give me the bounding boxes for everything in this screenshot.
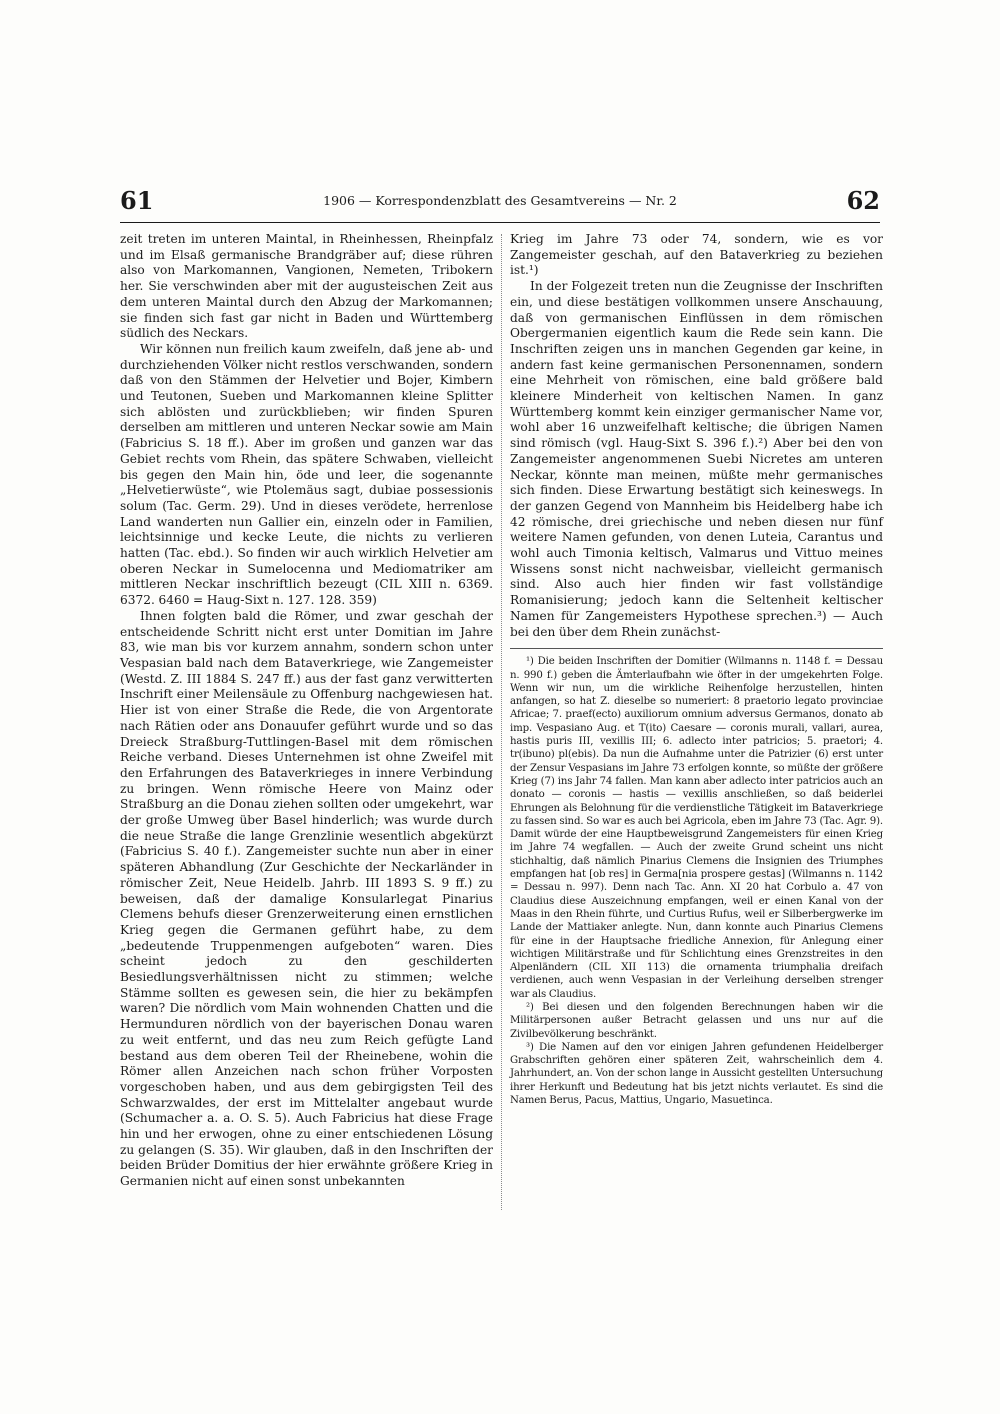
left-column [120, 232, 493, 1190]
paragraph: In der Folgezeit treten nun die Zeugnisse der Inschriften ein, und diese bestätigen vollkommen unsere Anschauung, daß von germanischen Einflüssen in dem römischen Obergermanien eigentlich kaum die Rede sein kann. Die Inschriften zeigen uns in manchen Gegenden gar keine, in andern fast keine germanischen Personennamen, sondern eine Mehrheit von römischen, eine bald größere bald kleinere Minderheit von keltischen Namen. In ganz Württemberg kommt kein einziger germanischer Name vor, wohl aber 16 unzweifelhaft keltische; die übrigen Namen sind römisch (vgl. Haug-Sixt S. 396 f.).²) Aber bei den von Zangemeister angenommenen Suebi Nicretes am unteren Neckar, könnte man meinen, müßte mehr germanisches sich finden. Diese Erwartung bestätigt sich keineswegs. In der ganzen Gegend von Mannheim bis Heidelberg habe ich 42 römische, drei griechische und neben diesen nur fünf weitere Namen gefunden, von denen Luteia, Carantus und wohl auch Timonia keltisch, Valmarus und Vittuo meines Wissens sonst nicht nachweisbar, vielleicht germanisch sind. Also auch hier finden wir fast vollständige Romanisierung; jedoch kann die Seltenheit keltischer Namen für Zangemeisters Hypothese sprechen.³) — Auch bei den über dem Rhein zunächst- [510, 279, 883, 639]
paragraph: Ihnen folgten bald die Römer, und zwar geschah der entscheidende Schritt nicht erst unter Domitian im Jahre 83, wie man bis vor kurzem annahm, sondern schon unter Vespasian bald nach dem Bataverkriege, wie Zangemeister (Westd. Z. III 1884 S. 247 ff.) aus der fast ganz verwitterten Inschrift einer Meilensäule zu Offenburg nachgewiesen hat. Hier ist von einer Straße die Rede, die von Argentorate nach Rätien oder ans Donauufer geführt wurde und so das Dreieck Straßburg-Tuttlingen-Basel mit dem römischen Reiche verband. Dieses Unternehmen ist ohne Zweifel mit den Erfahrungen des Bataverkrieges in innere Verbindung zu bringen. Wenn römische Heere von Mainz oder Straßburg an die Donau ziehen sollten oder umgekehrt, war der große Umweg über Basel hinderlich; was wurde durch die neue Straße die lange Grenzlinie wesentlich abgekürzt (Fabricius S. 40 f.). Zangemeister suchte nun aber in einer späteren Abhandlung (Zur Geschichte der Neckarländer in römischer Zeit, Neue Heidelb. Jahrb. III 1893 S. 9 ff.) zu beweisen, daß der damalige Konsularlegat Pinarius Clemens behufs dieser Grenzerweiterung einen ernstlichen Krieg gegen die Germanen geführt habe, zu dem „bedeutende Truppenmengen aufgeboten“ waren. Dies scheint jedoch zu den geschilderten Besiedlungsverhältnissen nicht zu stimmen; welche Stämme sollten es gewesen sein, die hier zu bekämpfen waren? Die nördlich vom Main wohnenden Chatten und die Hermunduren nördlich von der bayerischen Donau waren zu weit entfernt, und das neu zum Reich gefügte Land bestand aus dem oberen Teil der Rheinebene, wohin die Römer allen Anzeichen nach schon früher Vorposten vorgeschoben haben, und aus dem gebirgigsten Teil des Schwarzwaldes, der erst im Mittelalter angebaut wurde (Schumacher a. a. O. S. 5). Auch Fabricius hat diese Frage hin und her erwogen, ohne zu einer entschiedenen Lösung zu gelangen (S. 35). Wir glauben, daß in den Inschriften der beiden Brüder Domitius der hier erwähnte größere Krieg in Germanien nicht auf einen sonst unbekannten [120, 608, 493, 1189]
page-header [120, 186, 880, 220]
right-column [510, 232, 883, 1107]
footnote-1: ¹) Die beiden Inschriften der Domitier (Wilmanns n. 1148 f. = Dessau n. 990 f.) geben die Ämterlaufbahn wie öfter in der umgekehrten Folge. Wenn wir nun, um die wirkliche Reihenfolge herzustellen, hinten anfangen, so hat Z. dieselbe so numeriert: 8 praetorio legato provinciae Africae; 7. praef(ecto) auxiliorum omnium adversus Germanos, donato ab imp. Vespasiano Aug. et T(ito) Caesare — coronis murali, vallari, aurea, hastis puris III, vexillis III; 6. adlecto inter patricios; 5. praetori; 4. tr(ibuno) pl(ebis). Da nun die Aufnahme unter die Patrizier (6) erst unter der Zensur Vespasians im Jahre 73 erfolgen konnte, so müßte der größere Krieg (7) ins Jahr 74 fallen. Man kann aber adlecto inter patricios auch an donato — coronis — hastis — vexillis anschließen, so daß beiderlei Ehrungen als Belohnung für die verdienstliche Tätigkeit im Bataverkriege zu fassen sind. So war es auch bei Agricola, eben im Jahre 73 (Tac. Agr. 9). Damit würde der eine Hauptbeweisgrund Zangemeisters für einen Krieg im Jahre 74 wegfallen. — Auch der zweite Grund scheint uns nicht stichhaltig, daß nämlich Pinarius Clemens die Insignien des Triumphes empfangen hat [ob res] in Germa[nia prospere gestas] (Wilmanns n. 1142 = Dessau n. 997). Denn nach Tac. Ann. XI 20 hat Corbulo a. 47 von Claudius diese Auszeichnung empfangen, weil er einen Kanal von der Maas in den Rhein führte, und Curtius Rufus, weil er Silberbergwerke im Lande der Mattiaker anlegte. Nun, dann konnte auch Pinarius Clemens für eine in der Hauptsache friedliche Annexion, für Anlegung einer wichtigen Militärstraße und für Schlichtung eines Grenzstreites in den Alpenländern (CIL XII 113) die ornamenta triumphalia dreifach verdienen, auch wenn Vespasian in der Verleihung derselben strenger war als Claudius. [510, 656, 883, 1000]
footnote-3: ³) Die Namen auf den vor einigen Jahren gefundenen Heidelberger Grabschriften gehören einer späteren Zeit, wahrscheinlich dem 4. Jahrhundert, an. Von der schon lange in Aussicht gestellten Untersuchung ihrer Herkunft und Bedeutung hat bis jetzt nichts verlautet. Es sind die Namen Berus, Pacus, Mattius, Ungario, Masuetinca. [510, 1041, 883, 1107]
footnote-2: ²) Bei diesen und den folgenden Berechnungen haben wir die Militärpersonen außer Betracht gelassen und uns nur auf die Zivilbevölkerung beschränkt. [510, 1002, 883, 1040]
paragraph: Wir können nun freilich kaum zweifeln, daß jene ab- und durchziehenden Völker nicht restlos verschwanden, sondern daß von den Stämmen der Helvetier und Bojer, Kimbern und Teutonen, Sueben und Markomannen kleine Splitter sich ablösten und zurückblieben; wir finden Spuren derselben am mittleren und unteren Neckar sowie am Main (Fabricius S. 18 ff.). Aber im großen und ganzen war das Gebiet rechts vom Rhein, das spätere Schwaben, vielleicht bis gegen den Main hin, öde und leer, die sogenannte „Helvetierwüste“, wie Ptolemäus sagt, dubiae possessionis solum (Tac. Germ. 29). Und in dieses verödete, herrenlose Land wanderten nun Gallier ein, einzeln oder in Familien, leichtsinnige und kecke Leute, die nichts zu verlieren hatten (Tac. ebd.). So finden wir auch wirklich Helvetier am oberen Neckar in Sumelocenna und Mediomatriker am mittleren Neckar inschriftlich bezeugt (CIL XIII n. 6369. 6372. 6460 = Haug-Sixt n. 127. 128. 359) [120, 341, 493, 608]
page-number-right: 62 [846, 186, 880, 215]
paragraph: Krieg im Jahre 73 oder 74, sondern, wie es vor Zangemeister geschah, auf den Bataverkrieg zu beziehen ist.¹) [510, 232, 883, 278]
running-title: 1906 — Korrespondenzblatt des Gesamtvereins — Nr. 2 [323, 193, 677, 208]
header-rule [120, 222, 880, 223]
column-divider [501, 234, 502, 1210]
page-number-left: 61 [120, 186, 154, 215]
paragraph: zeit treten im unteren Maintal, in Rheinhessen, Rheinpfalz und im Elsaß germanische Brandgräber auf; diese rühren also von Markomannen, Vangionen, Nemeten, Tribokern her. Sie verschwinden aber mit der augusteischen Zeit aus dem unteren Maintal durch den Abzug der Markomannen; sie finden sich fast gar nicht in Baden und Württemberg südlich des Neckars. [120, 232, 493, 341]
footnote-separator [510, 648, 883, 649]
